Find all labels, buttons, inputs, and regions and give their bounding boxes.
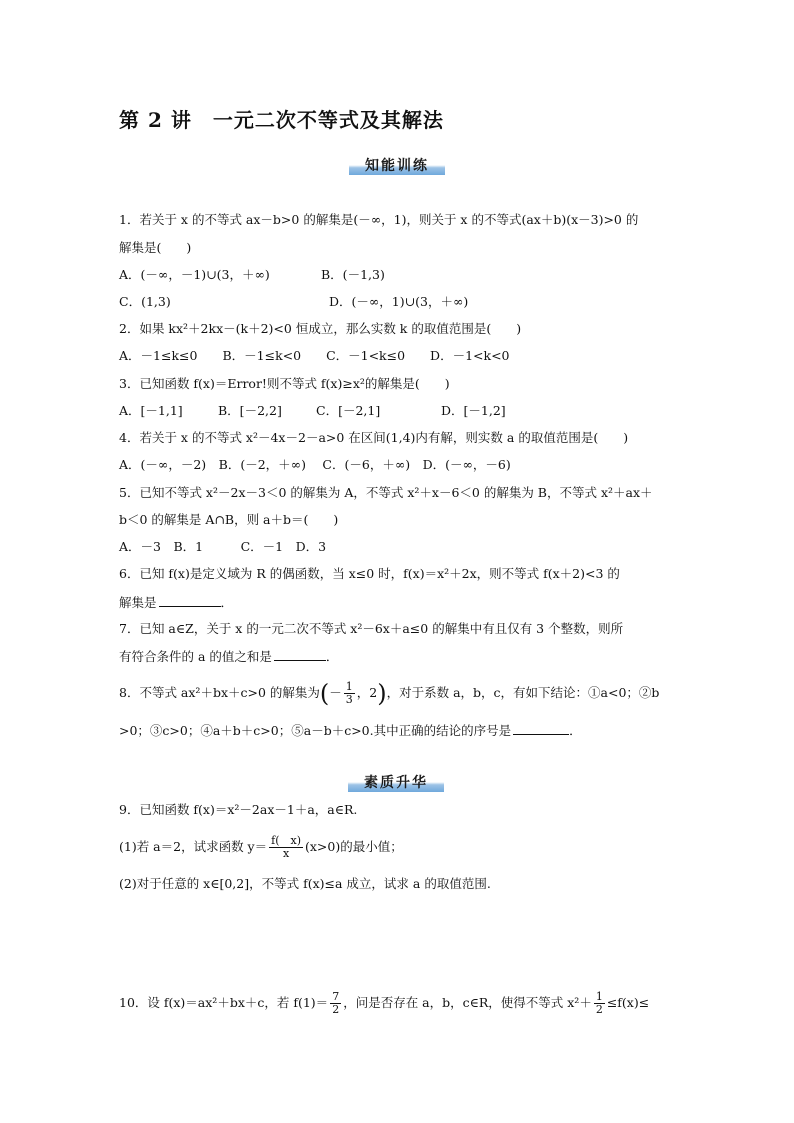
answer-blank — [274, 648, 326, 661]
q8-fraction — [344, 681, 355, 706]
q8-after-frac: ，2 — [356, 685, 378, 700]
q1-option-d: D．(－∞，1)∪(3，＋∞) — [329, 294, 469, 309]
q4-options: A．(－∞，－2) B．(－2，＋∞) C．(－6，＋∞) D．(－∞，－6) — [119, 457, 511, 472]
q3-option-b: B．[－2,2] — [218, 403, 282, 418]
answer-blank — [513, 722, 569, 735]
q9-stem: 9．已知函数 f(x)＝x²－2ax－1＋a，a∈R. — [119, 802, 358, 817]
q1-option-c: C．(1,3) — [119, 294, 171, 309]
q1-option-b: B．(－1,3) — [321, 267, 385, 282]
q10-mid: ，问是否存在 a，b，c∈R，使得不等式 x²＋ — [343, 995, 592, 1010]
q1-stem: 1．若关于 x 的不等式 ax－b>0 的解集是(－∞，1)，则关于 x 的不等式(ax＋b)(x－3)>0 的 — [119, 212, 639, 227]
q9-p1-post: (x>0)的最小值； — [304, 839, 403, 854]
q8-line2: >0；③c>0；④a＋b＋c>0；⑤a－b＋c>0.其中正确的结论的序号是 — [119, 723, 512, 738]
q6-stem-cont: 解集是 ． — [119, 595, 234, 610]
q3-option-a: A．[－1,1] — [119, 403, 183, 418]
q9-part1 — [119, 830, 403, 864]
q10-fraction-1: $\frac{7}{2}$ — [332, 990, 340, 1016]
q8-stem-cont: >0；③c>0；④a＋b＋c>0；⑤a－b＋c>0.其中正确的结论的序号是 ． — [119, 723, 582, 738]
q9-fraction — [269, 835, 303, 860]
q9-frac-num: f( x) — [271, 834, 301, 847]
section-banner-basic: 知能训练 — [349, 157, 445, 175]
q8-frac-den: 3 — [345, 693, 353, 706]
q1-stem-cont: 解集是( ) — [119, 240, 192, 255]
q8-stem: 8．不等式 ax²＋bx＋c>0 的解集为(－ $\frac{1}{3}$ ，2)，对于系数 a，b，c，有如下结论：①a<0；②b — [119, 679, 660, 708]
q8-frac-num: 1 — [345, 680, 353, 693]
q9-p1-pre: (1)若 a＝2，试求函数 y＝ — [119, 839, 268, 854]
q10-stem — [119, 986, 649, 1020]
q5-stem-cont: b＜0 的解集是 A∩B，则 a＋b＝( ) — [119, 512, 339, 527]
answer-blank — [159, 594, 221, 607]
q6-stem: 6．已知 f(x)是定义域为 R 的偶函数，当 x≤0 时，f(x)＝x²＋2x，则不等式 f(x＋2)<3 的 — [119, 566, 620, 581]
q4-stem: 4．若关于 x 的不等式 x²－4x－2－a>0 在区间(1,4)内有解，则实数 a 的取值范围是( ) — [119, 430, 629, 445]
q2-stem: 2．如果 kx²＋2kx－(k＋2)<0 恒成立，那么实数 k 的取值范围是( ) — [119, 321, 522, 336]
q9-part2: (2)对于任意的 x∈[0,2]，不等式 f(x)≤a 成立，试求 a 的取值范围. — [119, 876, 491, 891]
q7-stem-cont: 有符合条件的 a 的值之和是 ． — [119, 649, 339, 664]
q2-options: A．－1≤k≤0 B．－1≤k<0 C．－1<k≤0 D．－1<k<0 — [119, 348, 510, 363]
section-banner-advanced: 素质升华 — [348, 774, 444, 792]
q3-option-c: C．[－2,1] — [316, 403, 381, 418]
q5-stem: 5．已知不等式 x²－2x－3＜0 的解集为 A，不等式 x²＋x－6＜0 的解集为 B，不等式 x²＋ax＋ — [119, 485, 653, 500]
q8-frac-sign: － — [329, 685, 342, 700]
q1-option-a: A．(－∞，－1)∪(3，＋∞) — [119, 267, 270, 282]
q6-label: 解集是 — [119, 595, 157, 610]
q10-fraction-2: $\frac{1}{2}$ — [595, 990, 603, 1016]
q8-post: ，对于系数 a，b，c，有如下结论：①a<0；②b — [386, 685, 660, 700]
q7-label: 有符合条件的 a 的值之和是 — [119, 649, 272, 664]
q3-option-d: D．[－1,2] — [441, 403, 506, 418]
q5-options: A．－3 B．1 C．－1 D．3 — [119, 539, 327, 554]
q3-stem: 3．已知函数 f(x)＝Error!则不等式 f(x)≥x²的解集是( ) — [119, 376, 450, 391]
q10-pre: 10．设 f(x)＝ax²＋bx＋c，若 f(1)＝ — [119, 995, 329, 1010]
q9-frac-den: x — [282, 847, 290, 860]
q8-pre: 8．不等式 ax²＋bx＋c>0 的解集为 — [119, 685, 320, 700]
q10-post: ≤f(x)≤ — [606, 995, 650, 1010]
page-title: 第 2 讲 一元二次不等式及其解法 — [119, 108, 444, 132]
q7-stem: 7．已知 a∈Z，关于 x 的一元二次不等式 x²－6x＋a≤0 的解集中有且仅有 3 个整数，则所 — [119, 621, 624, 636]
